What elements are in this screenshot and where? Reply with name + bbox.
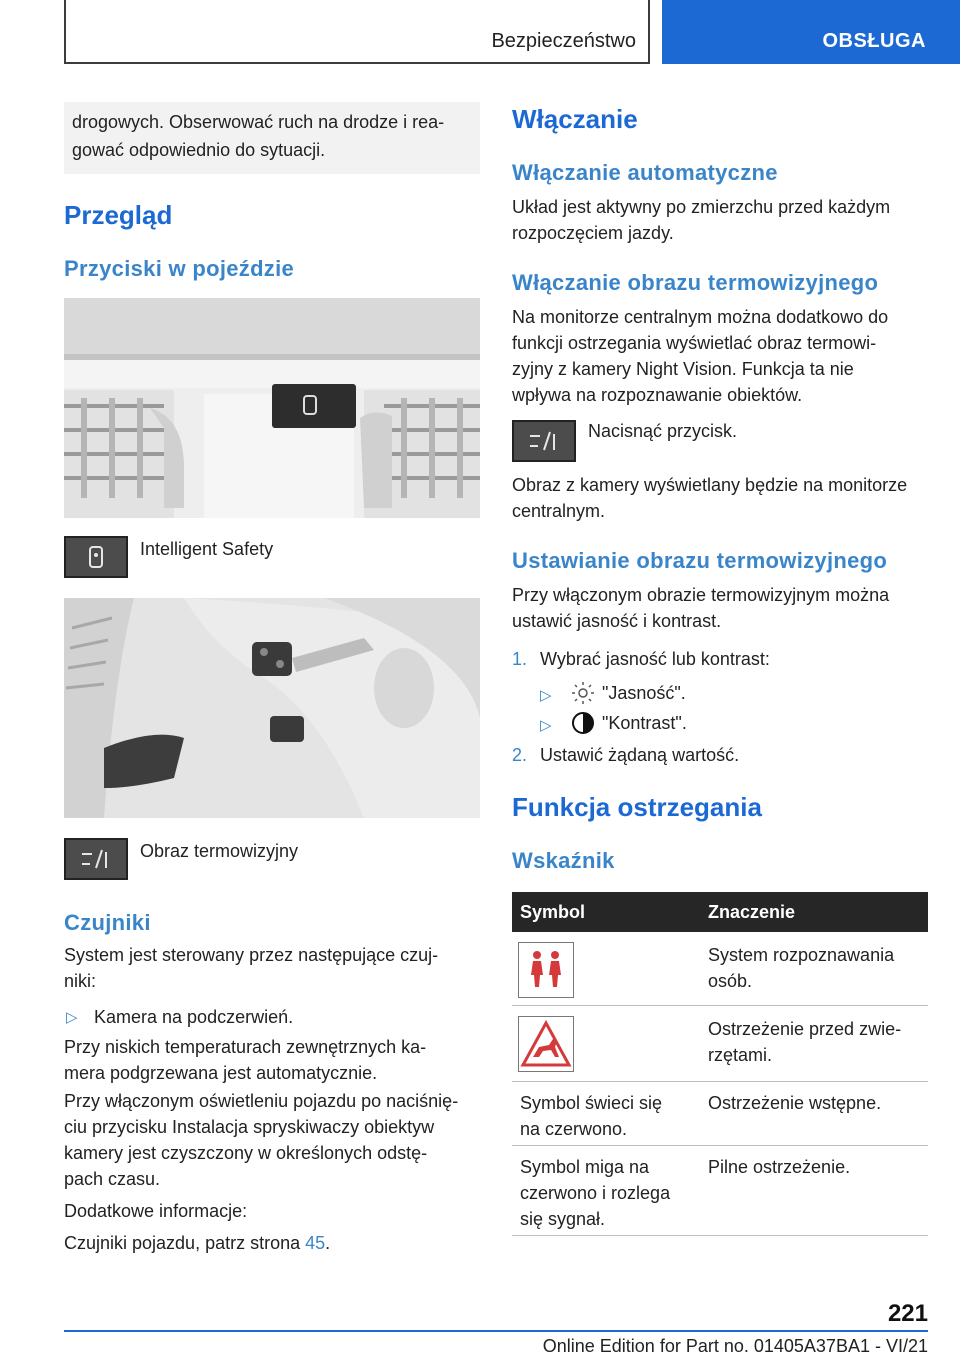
more-info: Dodatkowe informacje: [64, 1201, 248, 1221]
text-line: Przy włączonym obrazie termowizyjnym można [512, 585, 890, 605]
bullet-triangle-icon: ▷ [66, 1009, 78, 1026]
text-line: Przy włączonym oświetleniu pojazdu po naciśnię- [64, 1091, 459, 1111]
heading-overview: Przegląd [64, 200, 173, 230]
pedestrian-symbol-icon [518, 942, 574, 998]
contrast-icon [570, 710, 596, 741]
text-line: kamery jest czyszczony w określonych odstę- [64, 1143, 428, 1163]
text-line: System jest sterowany przez następujące czuj- [64, 945, 439, 965]
step-2-text: Ustawić żądaną wartość. [540, 745, 740, 765]
text-line: czerwono i rozlega [520, 1183, 671, 1203]
text-line: Na monitorze centralnym można dodatkowo do [512, 307, 889, 327]
symbol-cell [520, 1154, 670, 1232]
table-row [512, 932, 928, 1006]
animal-warning-symbol-icon [518, 1016, 574, 1072]
header-rule-right [648, 0, 650, 64]
text-line: się sygnał. [520, 1209, 606, 1229]
symbol-cell [520, 1090, 662, 1142]
heading-auto-activation: Włączanie automatyczne [512, 160, 778, 185]
bullet-camera: Kamera na podczerwień. [94, 1007, 294, 1027]
heading-indicator: Wskaźnik [512, 848, 615, 873]
text-line: Symbol świeci się [520, 1093, 663, 1113]
column-symbol: Symbol [520, 902, 586, 922]
text-line: System rozpoznawania [708, 945, 895, 965]
text-line: centralnym. [512, 501, 606, 521]
step-2-number: 2. [512, 745, 528, 765]
settings-text [512, 582, 889, 634]
text-line: Obraz z kamery wyświetlany będzie na monitorze [512, 475, 908, 495]
bullet-triangle-icon: ▷ [540, 717, 552, 734]
heading-thermal-on: Włączanie obrazu termowizyjnego [512, 270, 879, 295]
heading-warning-function: Funkcja ostrzegania [512, 792, 762, 822]
reference-end: . [325, 1233, 331, 1253]
heading-thermal-settings: Ustawianie obrazu termowizyjnego [512, 548, 888, 573]
text-line: mera podgrzewana jest automatycznie. [64, 1063, 378, 1083]
brightness-icon [570, 680, 596, 711]
heading-buttons: Przyciski w pojeździe [64, 256, 295, 281]
text-line: rozpoczęciem jazdy. [512, 223, 674, 243]
step-1-text: Wybrać jasność lub kontrast: [540, 649, 770, 669]
meaning-cell: Ostrzeżenie wstępne. [708, 1093, 882, 1113]
text-line: pach czasu. [64, 1169, 161, 1189]
bullet-triangle-icon: ▷ [540, 687, 552, 704]
note-line: gować odpowiednio do sytuacji. [72, 140, 326, 160]
table-row [512, 1006, 928, 1082]
section-title: Bezpieczeństwo [491, 30, 636, 52]
sensors-text [64, 942, 438, 994]
thermal-image-button-icon [64, 838, 128, 880]
option-brightness[interactable]: "Jasność". [602, 683, 686, 703]
text-line: ciu przycisku Instalacja spryskiwaczy obiektyw [64, 1117, 435, 1137]
thermal-button-icon [512, 420, 576, 462]
press-button-text: Nacisnąć przycisk. [588, 421, 738, 441]
text-line: osób. [708, 971, 753, 991]
note-line: drogowych. Obserwować ruch na drodze i rea- [72, 112, 445, 132]
cold-text [64, 1034, 426, 1086]
washer-text [64, 1088, 458, 1192]
text-line: Ostrzeżenie przed zwie- [708, 1019, 902, 1039]
meaning-cell: Pilne ostrzeżenie. [708, 1157, 851, 1177]
step-1-number: 1. [512, 649, 528, 669]
text-line: ustawić jasność i kontrast. [512, 611, 722, 631]
intelligent-safety-label: Intelligent Safety [140, 539, 274, 559]
continued-note [64, 102, 480, 174]
dashboard-button-photo [64, 298, 480, 518]
thermal-image-label: Obraz termowizyjny [140, 841, 299, 861]
table-row [512, 1082, 928, 1146]
text-line: Przy niskich temperaturach zewnętrznych ka- [64, 1037, 427, 1057]
text-line: rzętami. [708, 1045, 773, 1065]
thermal-on-text [512, 304, 888, 408]
sensor-reference [64, 1230, 330, 1256]
text-line: zyjny z kamery Night Vision. Funkcja ta nie [512, 359, 854, 379]
meaning-cell [708, 942, 894, 994]
table-row [512, 1146, 928, 1236]
meaning-cell [708, 1016, 901, 1068]
option-contrast[interactable]: "Kontrast". [602, 713, 687, 733]
auto-text [512, 194, 890, 246]
heading-sensors: Czujniki [64, 910, 151, 935]
reference-text: Czujniki pojazdu, patrz strona [64, 1233, 306, 1253]
indicator-table [512, 892, 928, 1236]
heading-activation: Włączanie [512, 104, 638, 134]
text-line: Układ jest aktywny po zmierzchu przed każdym [512, 197, 891, 217]
footer-rule [64, 1330, 928, 1332]
chapter-tab[interactable]: OBSŁUGA [662, 0, 960, 64]
text-line: wpływa na rozpoznawanie obiektów. [512, 385, 803, 405]
page-number: 221 [887, 1300, 928, 1327]
table-header [512, 892, 928, 932]
text-line: na czerwono. [520, 1119, 628, 1139]
header-rule-bottom [64, 62, 650, 64]
intelligent-safety-button-icon [64, 536, 128, 578]
text-line: niki: [64, 971, 97, 991]
edition-info: Online Edition for Part no. 01405A37BA1 - VI/21 [542, 1336, 928, 1356]
camera-display-text [512, 472, 907, 524]
text-line: funkcji ostrzegania wyświetlać obraz termowi- [512, 333, 877, 353]
column-meaning: Znaczenie [708, 902, 796, 922]
steering-wheel-photo [64, 598, 480, 818]
page-link[interactable]: 45 [305, 1233, 326, 1253]
text-line: Symbol miga na [520, 1157, 650, 1177]
